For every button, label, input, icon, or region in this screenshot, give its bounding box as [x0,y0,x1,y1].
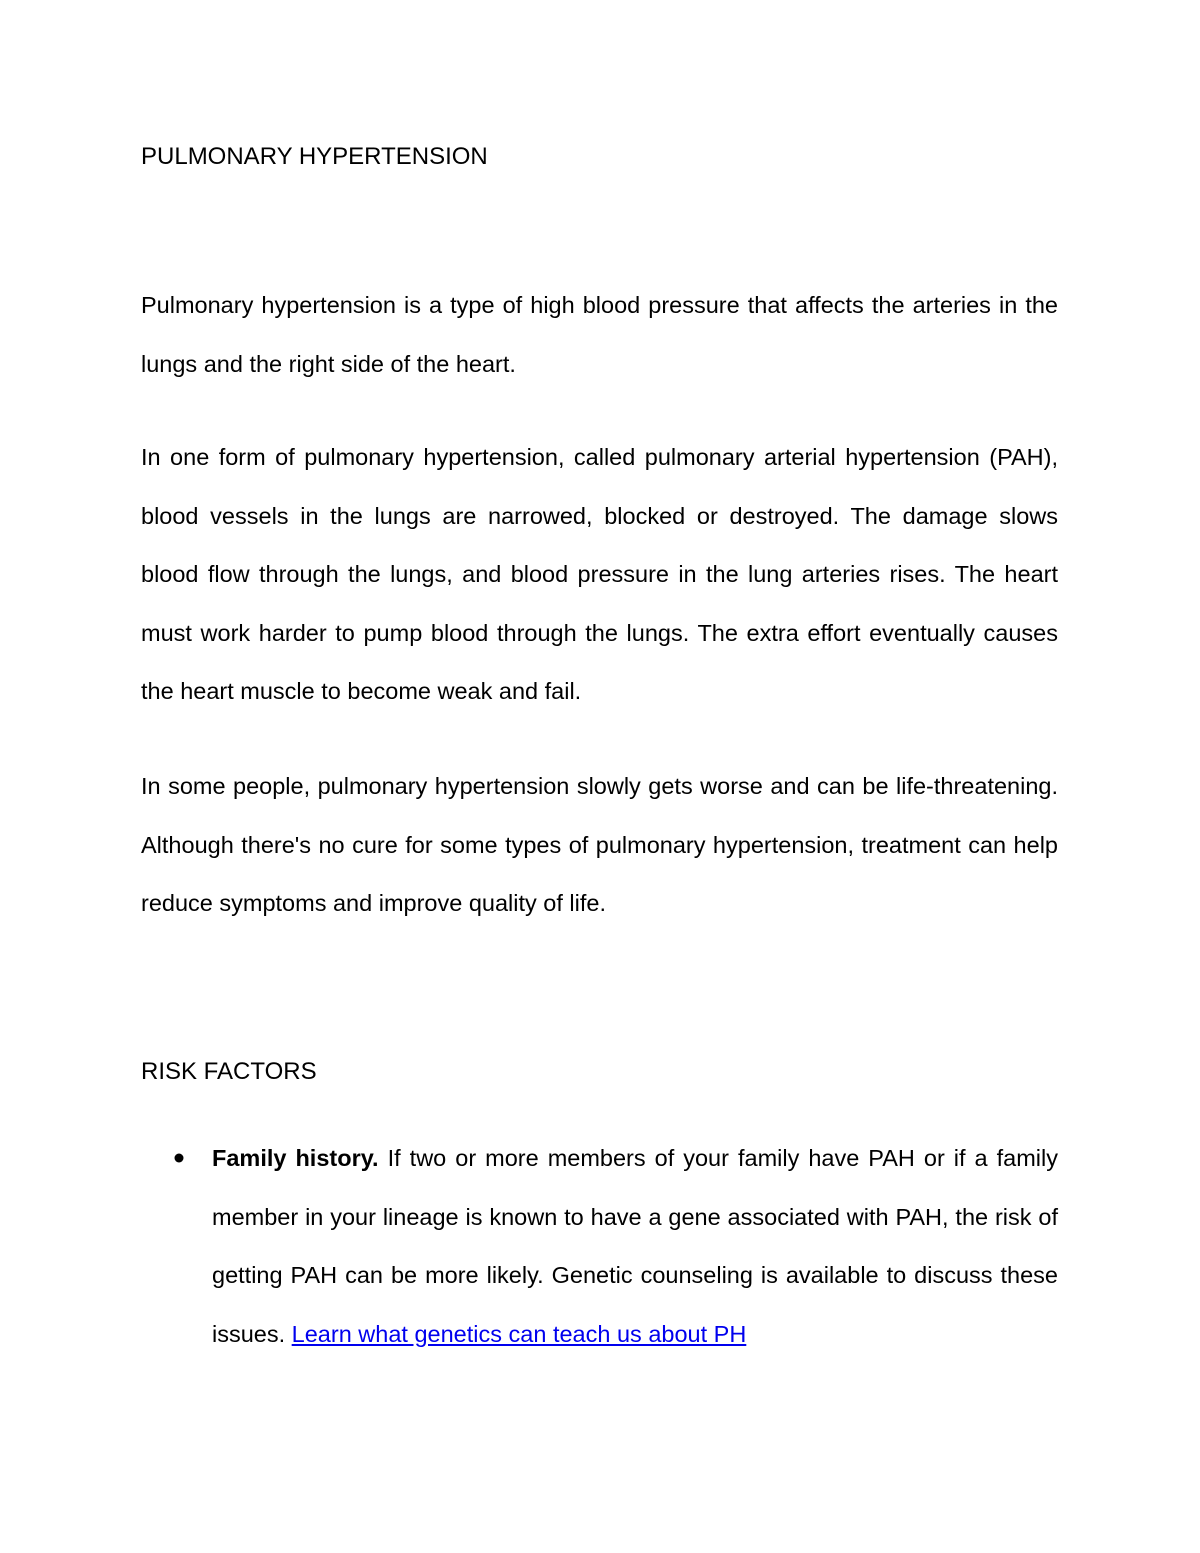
risk-factor-text: If two or more members of your family have PAH or if a family member in your lineage is known to have a gene associated with PAH, the risk of getting PAH can be more likely. Genetic counseling is available to discuss these issues. [212,1145,1058,1347]
document-title: PULMONARY HYPERTENSION [141,143,488,170]
pah-paragraph: In one form of pulmonary hypertension, called pulmonary arterial hypertension (PAH), blood vessels in the lungs are narrowed, blocked or destroyed. The damage slows blood flow through the lungs, and blood pressure in the lung arteries rises. The heart must work harder to pump blood through the lungs. The extra effort eventually causes the heart muscle to become weak and fail. [141,444,1058,704]
intro-paragraph: Pulmonary hypertension is a type of high blood pressure that affects the arteries in the lungs and the right side of the heart. [141,292,1058,377]
risk-factor-family-history [212,1129,1058,1363]
prognosis-paragraph: In some people, pulmonary hypertension slowly gets worse and can be life-threatening. Although there's no cure for some types of pulmonary hypertension, treatment can help reduce symptoms and improve quality of life. [141,773,1058,916]
risk-factors-heading: RISK FACTORS [141,1058,317,1085]
genetics-link[interactable]: Learn what genetics can teach us about PH [291,1320,747,1347]
bullet-icon [168,1138,192,1174]
risk-factor-term: Family history. [212,1145,379,1171]
